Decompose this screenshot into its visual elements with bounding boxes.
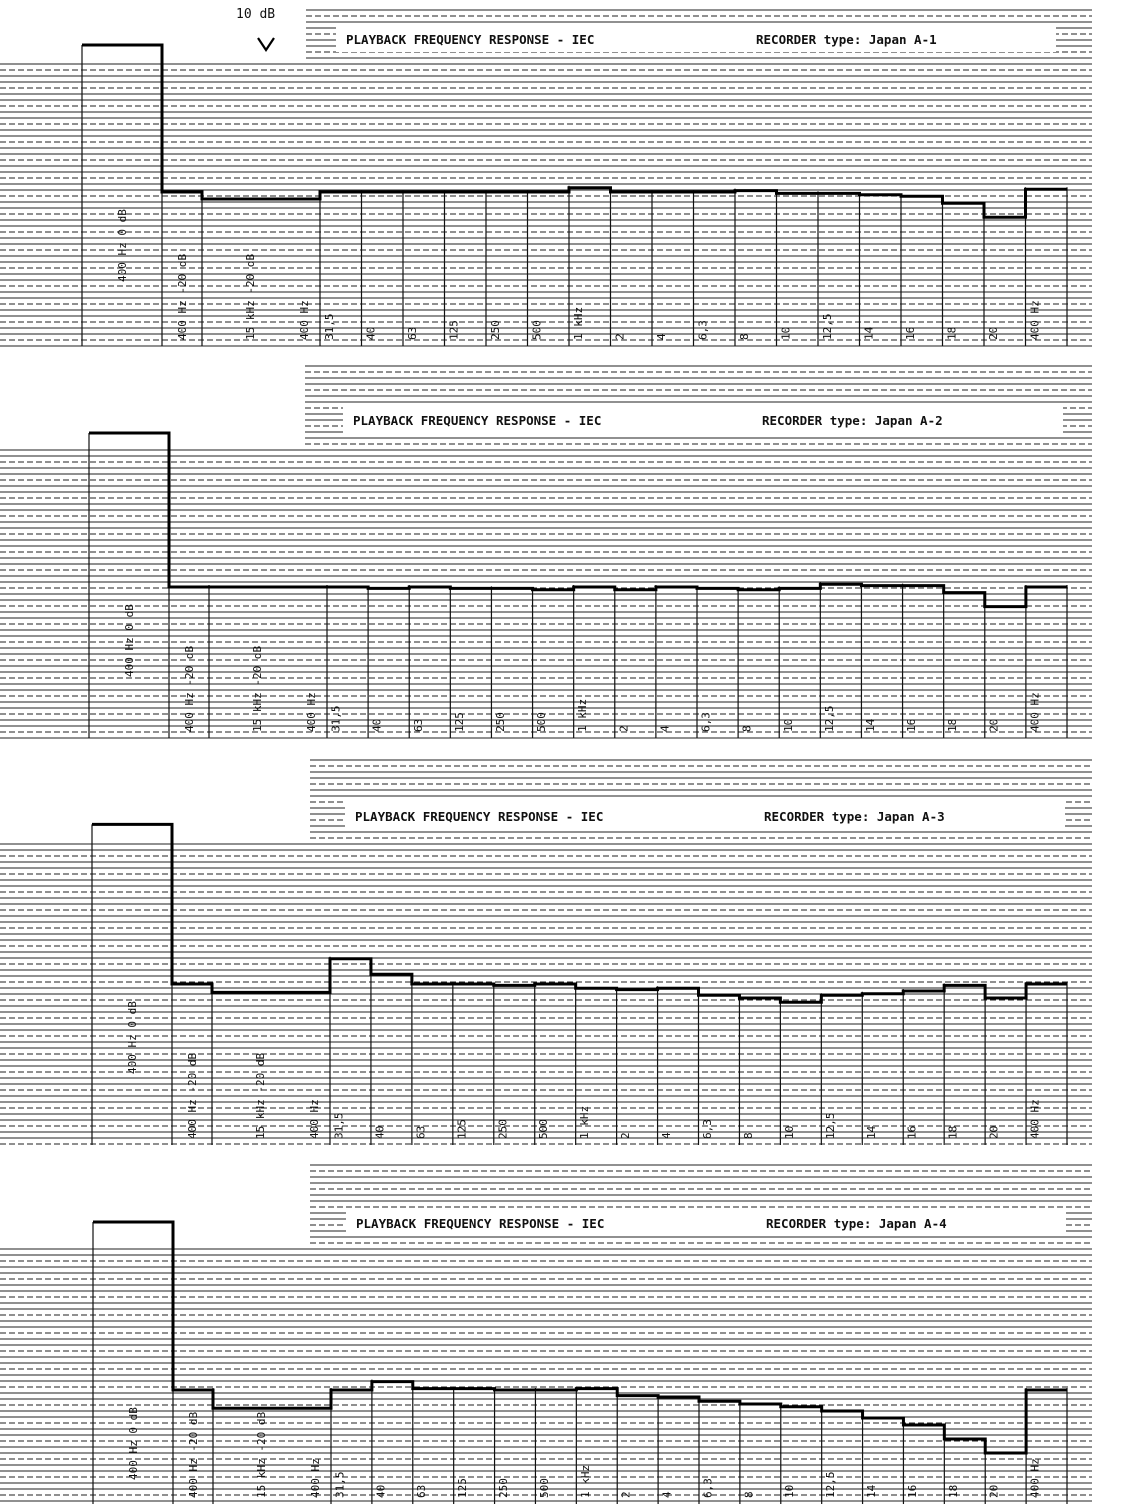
chart-panel — [0, 760, 1092, 1145]
chart-title: PLAYBACK FREQUENCY RESPONSE - IEC — [355, 809, 604, 824]
frequency-tick-label: 400 Hz — [1028, 300, 1042, 340]
frequency-tick-label: 500 — [537, 1119, 551, 1139]
frequency-tick-label: 63 — [405, 326, 419, 340]
frequency-tick-label: 8 — [742, 1491, 756, 1498]
frequency-tick-label: 16 — [903, 326, 917, 340]
chart-title: PLAYBACK FREQUENCY RESPONSE - IEC — [346, 32, 595, 47]
frequency-tick-label: 2 — [619, 1132, 633, 1139]
frequency-tick-label: 8 — [740, 725, 754, 732]
frequency-tick-label: 250 — [494, 712, 507, 732]
frequency-tick-label: 4 — [658, 725, 672, 732]
frequency-tick-label: 63 — [415, 1484, 429, 1498]
frequency-tick-label: 20 — [987, 718, 1001, 732]
frequency-tick-label: 20 — [986, 326, 1000, 340]
frequency-tick-label: 18 — [945, 326, 959, 340]
frequency-tick-label: 40 — [374, 1484, 388, 1498]
reference-label: 400 Hz — [305, 692, 318, 732]
frequency-tick-label: 1 kHz — [578, 1464, 592, 1498]
frequency-tick-label: 16 — [905, 1484, 919, 1498]
frequency-tick-label: 1 kHz — [578, 1105, 592, 1139]
reference-label: 400 Hz -20 dB — [176, 253, 189, 340]
frequency-tick-label: 6,3 — [701, 1478, 715, 1498]
frequency-tick-label: 20 — [987, 1484, 1001, 1498]
reference-label: 400 Hz 0 dB — [127, 1407, 140, 1480]
frequency-tick-label: 12,5 — [823, 1112, 837, 1139]
frequency-tick-label: 12,5 — [820, 313, 834, 340]
reference-label: 400 Hz -20 dB — [183, 645, 196, 732]
frequency-tick-label: 31,5 — [332, 1112, 346, 1139]
frequency-tick-label: 400 Hz — [1028, 1099, 1042, 1139]
frequency-tick-label: 2 — [619, 1491, 633, 1498]
frequency-tick-label: 31,5 — [329, 705, 343, 732]
frequency-tick-label: 40 — [364, 326, 378, 340]
frequency-tick-label: 6,3 — [700, 1119, 714, 1139]
frequency-tick-label: 12,5 — [824, 1471, 838, 1498]
frequency-tick-label: 125 — [452, 712, 466, 732]
scale-note: 10 dB — [236, 7, 276, 22]
reference-label: 400 Hz — [298, 300, 311, 340]
frequency-tick-label: 14 — [864, 718, 877, 732]
response-trace — [82, 45, 1067, 217]
frequency-tick-label: 16 — [905, 1125, 919, 1139]
chart-panel — [0, 366, 1092, 738]
recorder-type-label: RECORDER type: Japan A-2 — [762, 413, 943, 428]
frequency-tick-label: 8 — [741, 1132, 755, 1139]
reference-label: 400 Hz 0 dB — [116, 209, 129, 282]
chart-paper-lines — [0, 10, 1092, 346]
frequency-tick-label: 500 — [537, 1478, 551, 1498]
response-trace — [89, 433, 1067, 607]
frequency-tick-label: 125 — [455, 1119, 469, 1139]
frequency-tick-label: 400 Hz — [1028, 692, 1042, 732]
frequency-tick-label: 40 — [370, 718, 384, 732]
reference-label: 400 Hz -20 dB — [186, 1052, 199, 1139]
chart-panel — [0, 1165, 1092, 1504]
frequency-tick-label: 250 — [497, 1478, 510, 1498]
frequency-tick-label: 6,3 — [699, 712, 713, 732]
recorder-type-label: RECORDER type: Japan A-3 — [764, 809, 945, 824]
chart-panel — [0, 10, 1092, 346]
frequency-tick-label: 4 — [660, 1132, 674, 1139]
frequency-tick-label: 18 — [946, 1484, 960, 1498]
frequency-tick-label: 14 — [862, 326, 876, 340]
frequency-tick-label: 16 — [905, 718, 919, 732]
frequency-tick-label: 63 — [414, 1125, 428, 1139]
frequency-tick-label: 6,3 — [696, 320, 710, 340]
reference-label: 400 Hz -20 dB — [187, 1411, 200, 1498]
reference-label: 15 kHz -20 dB — [251, 645, 264, 732]
frequency-tick-label: 12,5 — [822, 705, 836, 732]
reference-label: 15 kHz -20 dB — [254, 1052, 267, 1139]
response-trace — [93, 1222, 1067, 1453]
frequency-tick-label: 500 — [530, 320, 544, 340]
frequency-tick-label: 125 — [456, 1478, 470, 1498]
chart-title: PLAYBACK FREQUENCY RESPONSE - IEC — [353, 413, 602, 428]
reference-label: 400 Hz 0 dB — [126, 1001, 139, 1074]
reference-label: 400 Hz — [308, 1099, 321, 1139]
column-dividers — [92, 824, 1067, 1145]
reference-label: 15 kHz -20 dB — [244, 253, 257, 340]
frequency-tick-label: 14 — [864, 1125, 878, 1139]
reference-label: 400 Hz 0 dB — [123, 604, 136, 677]
recorder-type-label: RECORDER type: Japan A-1 — [756, 32, 937, 47]
frequency-tick-label: 400 Hz — [1028, 1458, 1042, 1498]
frequency-tick-label: 4 — [660, 1491, 674, 1498]
frequency-tick-label: 8 — [737, 333, 751, 340]
frequency-tick-label: 14 — [865, 1484, 878, 1498]
frequency-tick-label: 18 — [946, 1125, 960, 1139]
frequency-tick-label: 125 — [447, 320, 461, 340]
frequency-tick-label: 10 — [783, 1484, 797, 1498]
reference-label: 400 Hz — [309, 1458, 322, 1498]
frequency-tick-label: 250 — [488, 320, 502, 340]
frequency-tick-label: 10 — [781, 718, 795, 732]
frequency-tick-label: 2 — [613, 333, 627, 340]
frequency-tick-label: 2 — [617, 725, 631, 732]
frequency-tick-label: 250 — [496, 1119, 510, 1139]
chart-title: PLAYBACK FREQUENCY RESPONSE - IEC — [356, 1216, 605, 1231]
recorder-type-label: RECORDER type: Japan A-4 — [766, 1216, 947, 1231]
frequency-tick-label: 20 — [987, 1125, 1001, 1139]
frequency-tick-label: 40 — [373, 1125, 387, 1139]
frequency-tick-label: 31,5 — [322, 313, 336, 340]
frequency-tick-label: 63 — [411, 718, 425, 732]
frequency-tick-label: 500 — [535, 712, 549, 732]
frequency-tick-label: 10 — [782, 1125, 796, 1139]
frequency-tick-label: 18 — [946, 718, 960, 732]
frequency-tick-label: 4 — [654, 333, 668, 340]
frequency-tick-label: 1 kHz — [576, 698, 590, 732]
frequency-tick-label: 10 — [779, 326, 793, 340]
frequency-tick-label: 31,5 — [333, 1471, 347, 1498]
frequency-tick-label: 1 kHz — [571, 306, 585, 340]
scale-marker-icon — [258, 38, 274, 50]
reference-label: 15 kHz -20 dB — [255, 1411, 268, 1498]
